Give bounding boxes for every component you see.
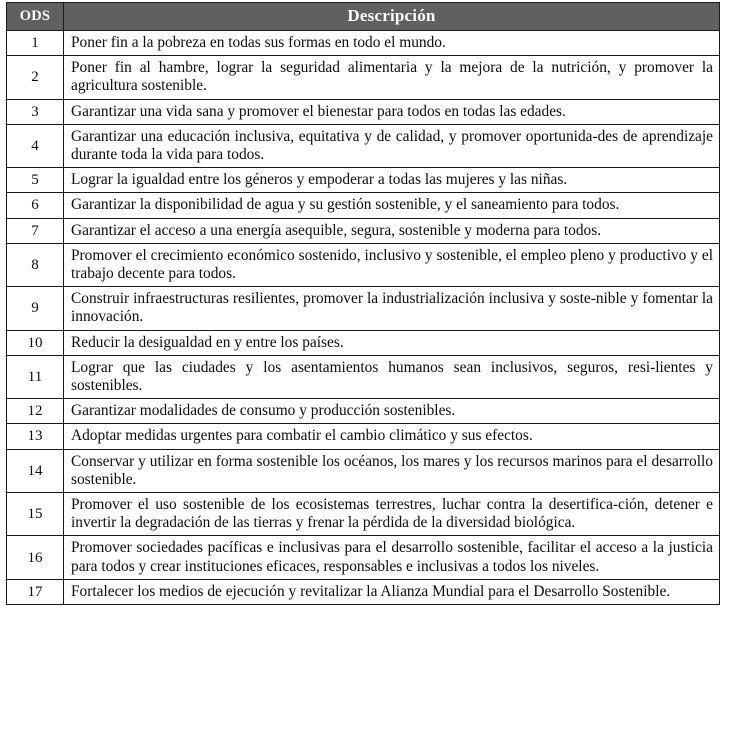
cell-ods-number: 5 bbox=[7, 168, 64, 193]
table-row bbox=[7, 287, 720, 330]
cell-ods-number: 2 bbox=[7, 56, 64, 99]
table-row bbox=[7, 424, 720, 449]
column-header-ods: ODS bbox=[7, 3, 64, 31]
cell-ods-number: 10 bbox=[7, 330, 64, 355]
cell-ods-description: Promover sociedades pacíficas e inclusivas para el desarrollo sostenible, facilitar el acceso a la justicia para todos y crear instituciones eficaces, responsables e inclusivas a todos los niveles. bbox=[64, 536, 720, 579]
table-body bbox=[7, 31, 720, 605]
cell-ods-number: 9 bbox=[7, 287, 64, 330]
table-row bbox=[7, 31, 720, 56]
cell-ods-number: 12 bbox=[7, 399, 64, 424]
ods-objectives-table bbox=[6, 2, 720, 605]
cell-ods-number: 15 bbox=[7, 493, 64, 536]
cell-ods-description: Garantizar el acceso a una energía asequible, segura, sostenible y moderna para todos. bbox=[64, 218, 720, 243]
cell-ods-number: 6 bbox=[7, 193, 64, 218]
cell-ods-description: Adoptar medidas urgentes para combatir el cambio climático y sus efectos. bbox=[64, 424, 720, 449]
table-row bbox=[7, 56, 720, 99]
table-row bbox=[7, 399, 720, 424]
cell-ods-description: Garantizar modalidades de consumo y producción sostenibles. bbox=[64, 399, 720, 424]
table-row bbox=[7, 124, 720, 167]
cell-ods-number: 3 bbox=[7, 99, 64, 124]
table-row bbox=[7, 168, 720, 193]
cell-ods-description: Poner fin al hambre, lograr la seguridad alimentaria y la mejora de la nutrición, y promover la agricultura sostenible. bbox=[64, 56, 720, 99]
table-header-row bbox=[7, 3, 720, 31]
cell-ods-number: 17 bbox=[7, 579, 64, 604]
table-header bbox=[7, 3, 720, 31]
column-header-descripcion: Descripción bbox=[64, 3, 720, 31]
cell-ods-description: Garantizar la disponibilidad de agua y su gestión sostenible, y el saneamiento para todos. bbox=[64, 193, 720, 218]
cell-ods-number: 14 bbox=[7, 449, 64, 492]
cell-ods-description: Fortalecer los medios de ejecución y revitalizar la Alianza Mundial para el Desarrollo Sostenible. bbox=[64, 579, 720, 604]
table-row bbox=[7, 99, 720, 124]
cell-ods-description: Reducir la desigualdad en y entre los países. bbox=[64, 330, 720, 355]
table-row bbox=[7, 193, 720, 218]
table-row bbox=[7, 449, 720, 492]
cell-ods-description: Lograr que las ciudades y los asentamientos humanos sean inclusivos, seguros, resi-lientes y sostenibles. bbox=[64, 355, 720, 398]
cell-ods-number: 1 bbox=[7, 31, 64, 56]
cell-ods-description: Poner fin a la pobreza en todas sus formas en todo el mundo. bbox=[64, 31, 720, 56]
table-row bbox=[7, 493, 720, 536]
cell-ods-description: Garantizar una educación inclusiva, equitativa y de calidad, y promover oportunida-des de aprendizaje durante toda la vida para todos. bbox=[64, 124, 720, 167]
table-row bbox=[7, 536, 720, 579]
cell-ods-description: Garantizar una vida sana y promover el bienestar para todos en todas las edades. bbox=[64, 99, 720, 124]
cell-ods-number: 8 bbox=[7, 243, 64, 286]
cell-ods-number: 11 bbox=[7, 355, 64, 398]
table-row bbox=[7, 218, 720, 243]
cell-ods-description: Lograr la igualdad entre los géneros y empoderar a todas las mujeres y las niñas. bbox=[64, 168, 720, 193]
table-row bbox=[7, 243, 720, 286]
cell-ods-description: Construir infraestructuras resilientes, promover la industrialización inclusiva y soste-nible y fomentar la innovación. bbox=[64, 287, 720, 330]
cell-ods-number: 13 bbox=[7, 424, 64, 449]
table-row bbox=[7, 579, 720, 604]
cell-ods-number: 16 bbox=[7, 536, 64, 579]
cell-ods-description: Promover el crecimiento económico sostenido, inclusivo y sostenible, el empleo pleno y productivo y el trabajo decente para todos. bbox=[64, 243, 720, 286]
cell-ods-number: 4 bbox=[7, 124, 64, 167]
cell-ods-description: Conservar y utilizar en forma sostenible los océanos, los mares y los recursos marinos para el desarrollo sostenible. bbox=[64, 449, 720, 492]
table-row bbox=[7, 330, 720, 355]
cell-ods-description: Promover el uso sostenible de los ecosistemas terrestres, luchar contra la desertifica-ción, detener e invertir la degradación de las tierras y frenar la pérdida de la diversidad biológica. bbox=[64, 493, 720, 536]
cell-ods-number: 7 bbox=[7, 218, 64, 243]
table-row bbox=[7, 355, 720, 398]
